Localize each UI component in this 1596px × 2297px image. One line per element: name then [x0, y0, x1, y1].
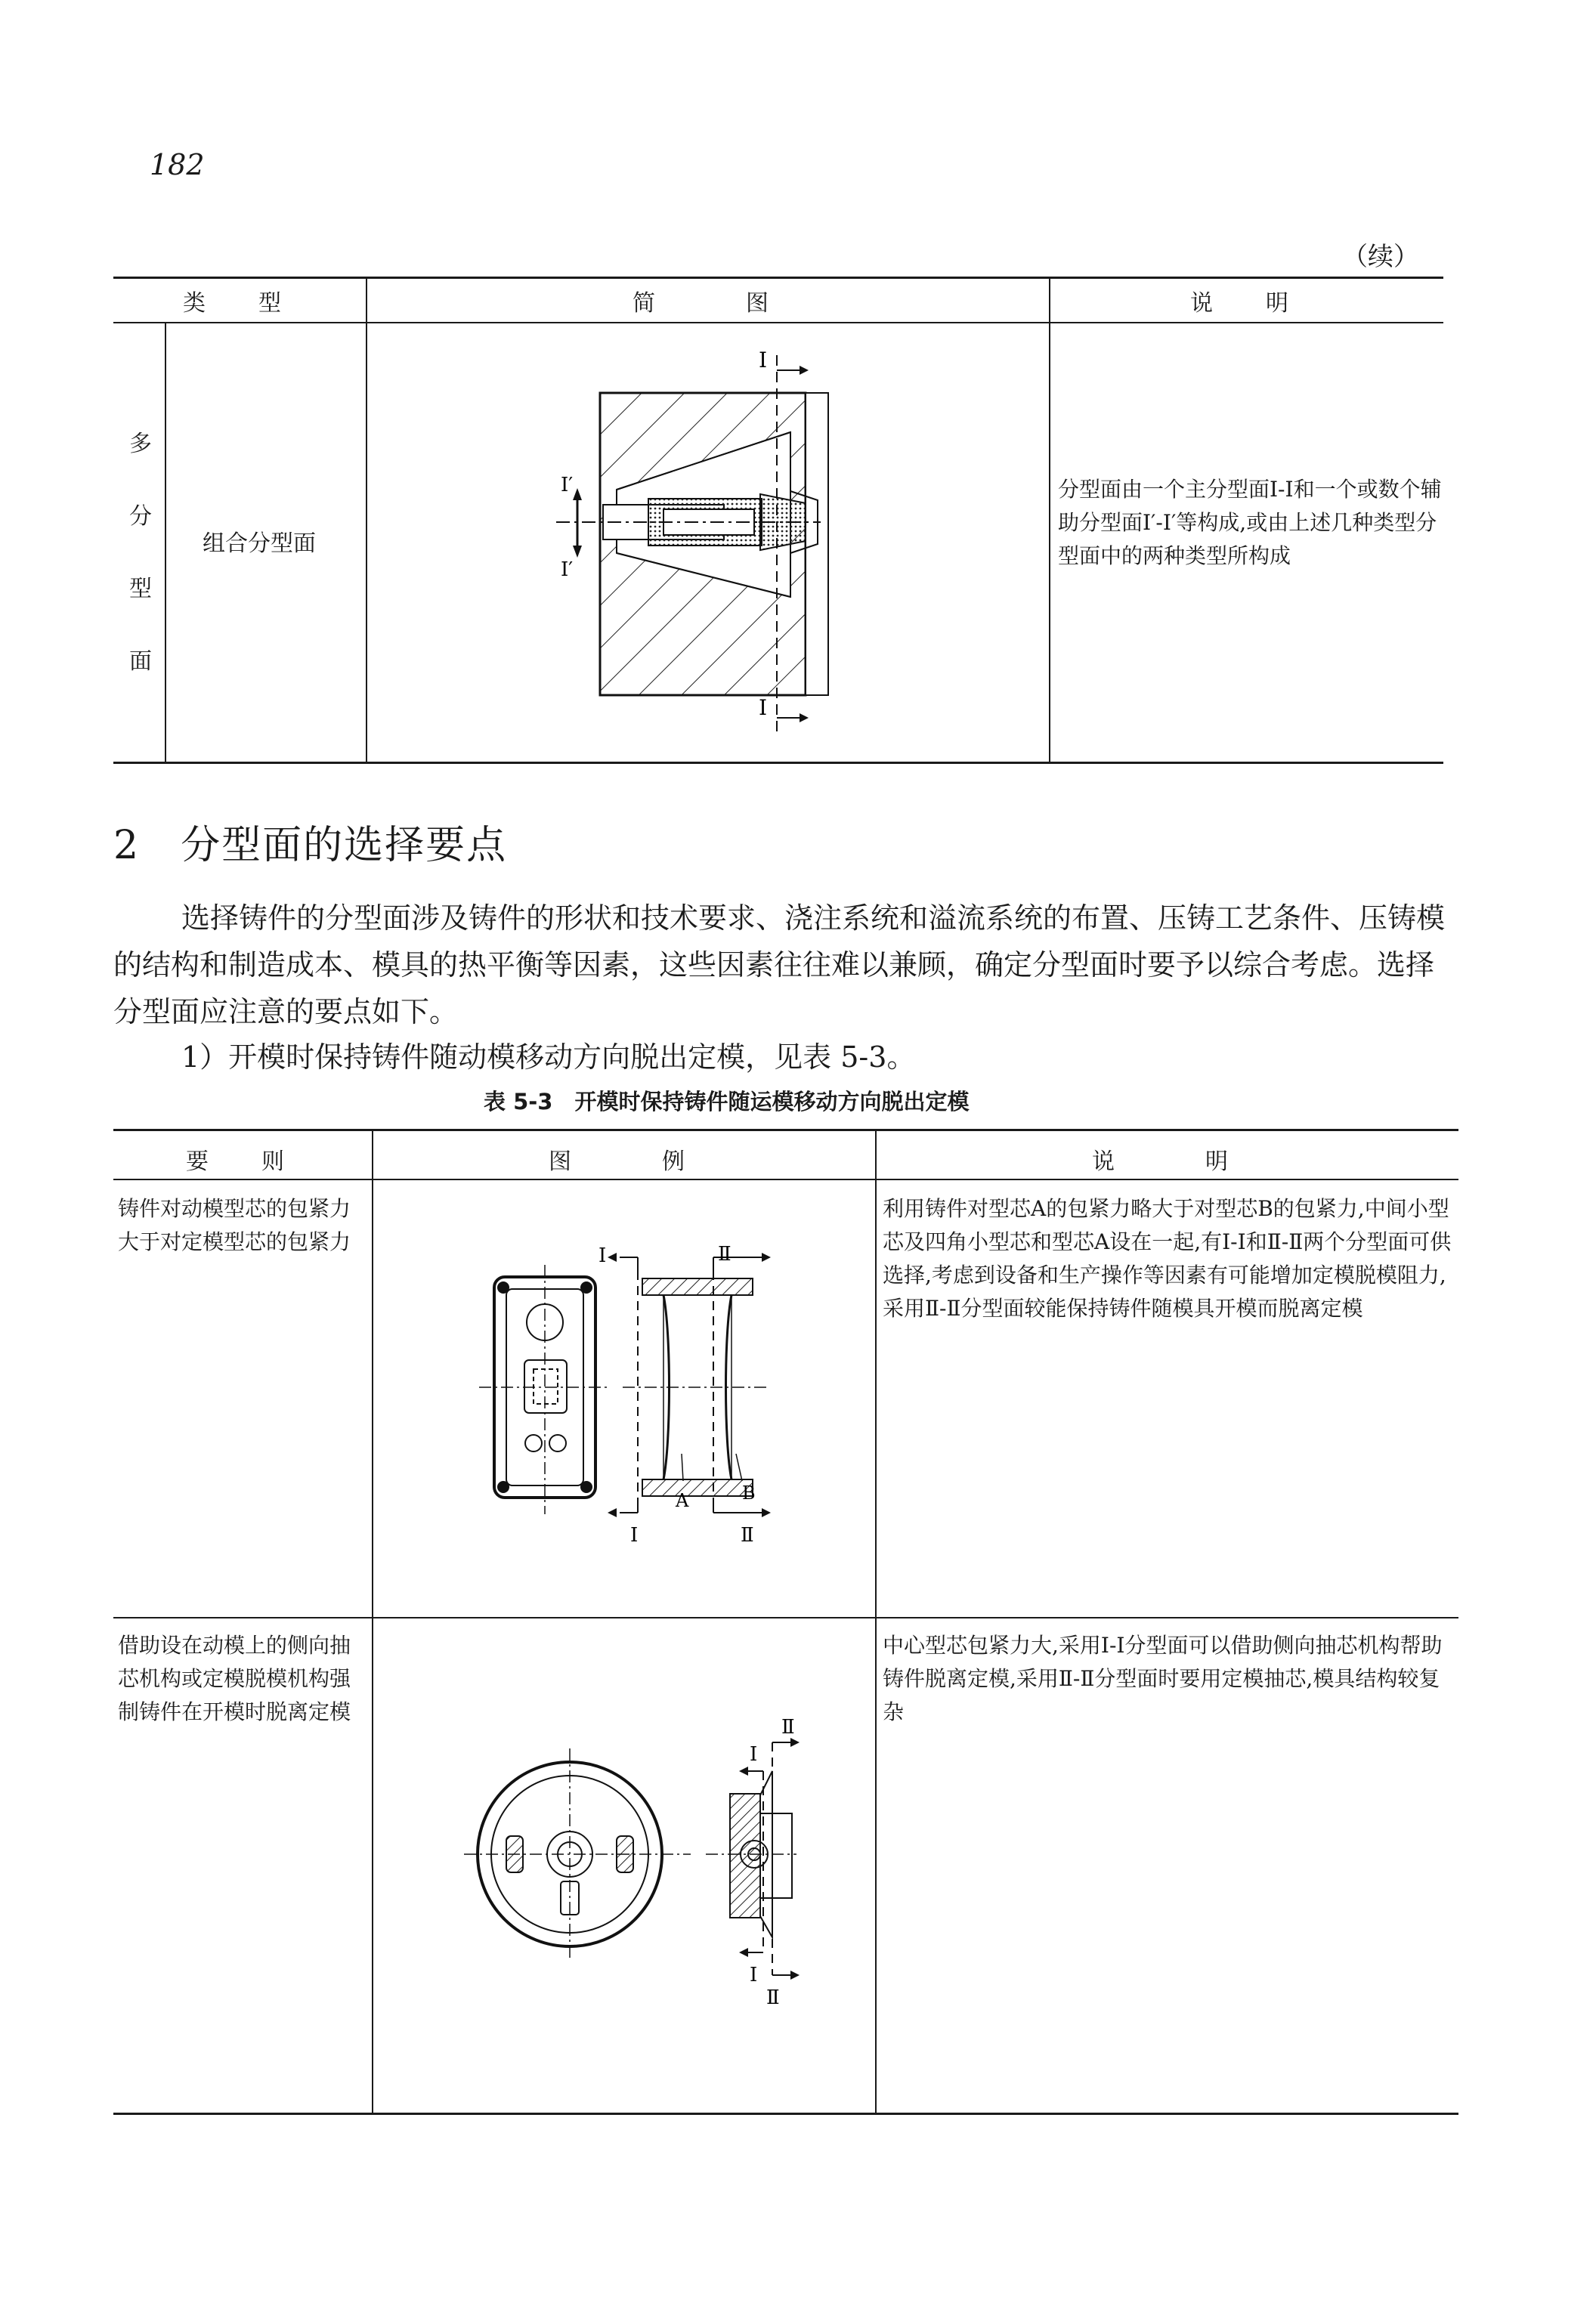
header-diagram: 简 图: [633, 290, 784, 317]
label-I-top: Ⅰ: [750, 1743, 758, 1766]
header-example: 图 例: [549, 1148, 700, 1175]
header-rule: 要 则: [186, 1148, 299, 1175]
label-II-bottom: Ⅱ: [741, 1524, 754, 1547]
table-bottom-rule: [113, 2113, 1458, 2115]
row-2-rule: 借助设在动模上的侧向抽芯机构或定模脱模机构强制铸件在开模时脱离定模: [118, 1633, 351, 1724]
label-I-top: Ⅰ: [598, 1244, 607, 1267]
group-char: 面: [129, 648, 152, 675]
label-I-bottom: Ⅰ: [750, 1964, 758, 1986]
table-header-rule: [113, 322, 1443, 323]
table-vline: [165, 323, 166, 762]
header-type: 类 型: [183, 290, 296, 317]
table-vline: [875, 1129, 877, 2113]
row-1-description: 利用铸件对型芯A的包紧力略大于对型芯B的包紧力,中间小型芯及四角小型芯和型芯A设在一起,有Ⅰ-Ⅰ和Ⅱ-Ⅱ两个分型面可供选择,考虑到设备和生产操作等因素有可能增加定模脱模阻力,采用Ⅱ-Ⅱ分型面较能保持铸件随模具开模而脱离定模: [883, 1196, 1452, 1321]
label-aux-bottom: Ⅰ′: [561, 558, 574, 581]
list-item-1: 1）开模时保持铸件随动模移动方向脱出定模，见表 5-3。: [181, 1040, 916, 1074]
section-paragraph: [113, 895, 1458, 1035]
header-description: 说 明: [1092, 1148, 1243, 1175]
table-caption: 表 5-3 开模时保持铸件随运模移动方向脱出定模: [484, 1089, 970, 1114]
group-char: 分: [129, 503, 152, 530]
label-main-bottom: Ⅰ: [759, 695, 768, 720]
row-description: 分型面由一个主分型面Ⅰ-Ⅰ和一个或数个辅助分型面Ⅰ′-Ⅰ′等构成,或由上述几种类型分型面中的两种类型所构成: [1058, 477, 1442, 568]
row-type: 组合分型面: [203, 530, 316, 557]
table-row-rule: [113, 1617, 1458, 1618]
row-2-figure: [373, 1620, 875, 2111]
table-bottom-rule: [113, 762, 1443, 764]
section-title: 2 分型面的选择要点: [113, 823, 508, 868]
label-I-bottom: Ⅰ: [630, 1524, 639, 1547]
group-char: 型: [129, 576, 152, 602]
table-vline: [1049, 277, 1050, 762]
label-II-bottom: Ⅱ: [766, 1986, 780, 2009]
paragraph-text: 选择铸件的分型面涉及铸件的形状和技术要求、浇注系统和溢流系统的布置、压铸工艺条件、压铸模的结构和制造成本、模具的热平衡等因素，这些因素往往难以兼顾，确定分型面时要予以综合考虑。选择分型面应注意的要点如下。: [113, 901, 1446, 1028]
label-A: A: [676, 1490, 689, 1511]
continued-label: （续）: [1342, 242, 1419, 272]
page-number: 182: [150, 148, 205, 181]
group-char: 多: [129, 431, 152, 457]
label-II-top: Ⅱ: [781, 1716, 795, 1739]
table-header-rule: [113, 1179, 1458, 1180]
label-B: B: [742, 1482, 756, 1504]
row-1-rule: 铸件对动模型芯的包紧力大于对定模型芯的包紧力: [118, 1196, 351, 1254]
group-label: [125, 425, 156, 715]
row-2-description: 中心型芯包紧力大,采用Ⅰ-Ⅰ分型面可以借助侧向抽芯机构帮助铸件脱离定模,采用Ⅱ-Ⅱ分型面时要用定模抽芯,模具结构较复杂: [883, 1633, 1443, 1724]
mold-diagram: [367, 325, 1047, 760]
label-II-top: Ⅱ: [718, 1243, 732, 1266]
header-description: 说 明: [1190, 290, 1304, 317]
table-top-rule: [113, 1129, 1458, 1131]
label-main-top: Ⅰ: [759, 348, 768, 373]
label-aux-top: Ⅰ′: [561, 474, 574, 496]
row-1-figure: [373, 1182, 875, 1615]
table-top-rule: [113, 277, 1443, 279]
